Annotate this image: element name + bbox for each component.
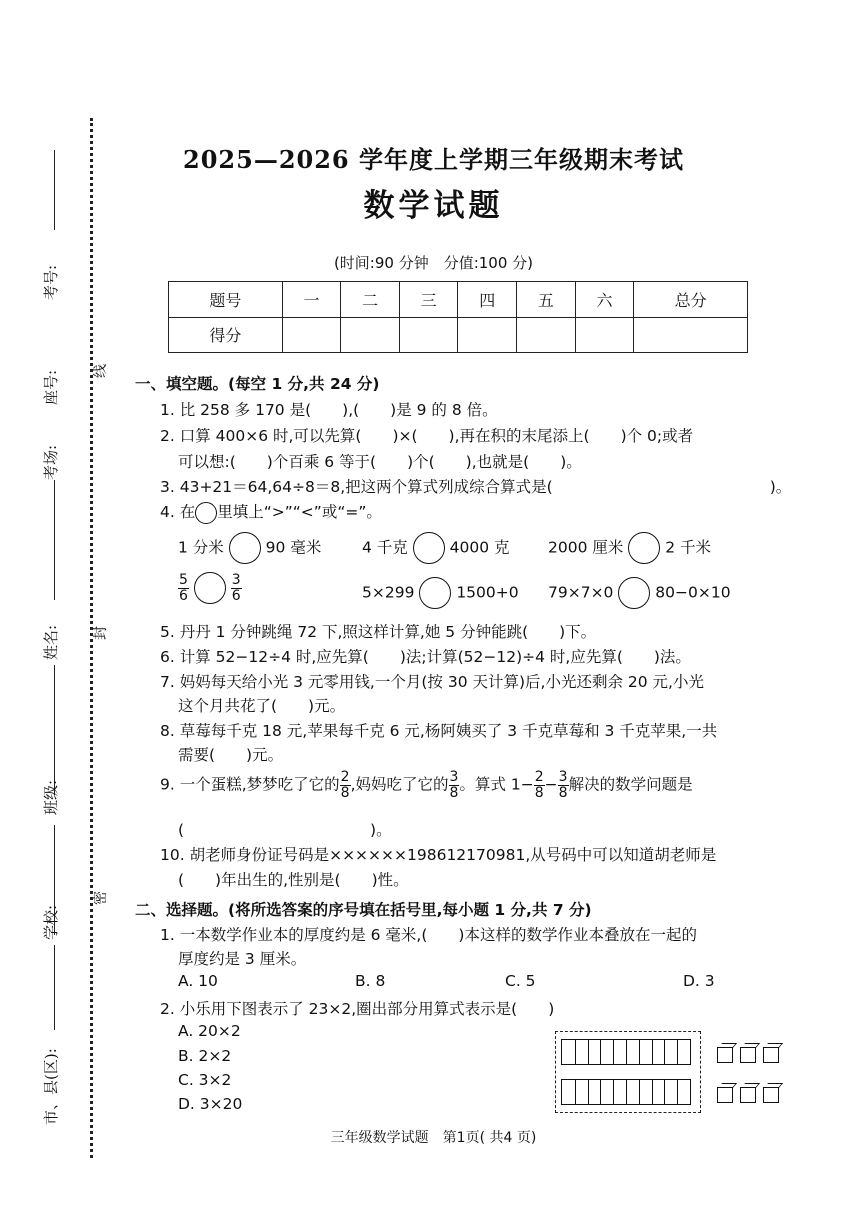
score-input-cell[interactable]	[634, 317, 748, 353]
fraction	[340, 770, 351, 800]
option-a: A. 20×2	[178, 1022, 241, 1040]
unit-cube-icon	[763, 1047, 779, 1063]
fraction-denominator: 8	[558, 784, 568, 801]
score-table	[168, 281, 748, 353]
fraction-numerator: 2	[534, 769, 544, 785]
question-1: 1. 比 258 多 170 是( ),( )是 9 的 8 倍。	[160, 401, 498, 419]
score-cell: 一	[282, 282, 341, 318]
compare-circle-icon[interactable]	[628, 532, 660, 564]
city-label: 市、县(区):	[42, 1048, 60, 1125]
compare-left: 1 分米	[178, 538, 224, 557]
room-underline	[54, 480, 55, 600]
question-7-line1: 7. 妈妈每天给小光 3 元零用钱,一个月(按 30 天计算)后,小光还剩余 20 元,小光	[160, 673, 704, 691]
question-6: 6. 计算 52−12÷4 时,应先算( )法;计算(52−12)÷4 时,应先算( )法。	[160, 648, 691, 666]
option-c: C. 5	[505, 972, 536, 990]
compare-item-2	[362, 532, 510, 564]
unit-cube-icon	[717, 1047, 733, 1063]
exam-no-label: 考号:	[42, 264, 60, 300]
compare-right: 80−0×10	[655, 583, 731, 602]
question-9-text: −	[544, 775, 558, 794]
exam-info: (时间:90 分钟 分值:100 分)	[333, 254, 534, 272]
question-8-line2: 需要( )元。	[178, 746, 284, 764]
room-label: 考场:	[42, 444, 60, 480]
fraction	[534, 770, 545, 800]
option-c: C. 3×2	[178, 1071, 232, 1089]
class-label: 班级:	[42, 779, 60, 815]
score-input-cell[interactable]	[282, 317, 341, 353]
section1-heading: 一、填空题。(每空 1 分,共 24 分)	[135, 375, 380, 393]
question-9-text: 解决的数学问题是	[568, 775, 693, 794]
question-4	[160, 500, 382, 524]
fraction	[231, 573, 242, 603]
score-cell: 六	[575, 282, 634, 318]
fraction	[449, 770, 460, 800]
unit-cube-icon	[740, 1087, 756, 1103]
score-cell: 三	[399, 282, 458, 318]
fraction-denominator: 8	[534, 784, 544, 801]
ten-rod	[561, 1039, 691, 1065]
option-a: A. 10	[178, 972, 218, 990]
question-2-line2: 可以想:( )个百乘 6 等于( )个( ),也就是( )。	[178, 453, 582, 471]
base-ten-blocks-figure	[555, 1031, 795, 1111]
compare-item-4	[178, 572, 242, 604]
question-3: 3. 43+21＝64,64÷8＝8,把这两个算式列成综合算式是( )。	[160, 478, 792, 496]
fraction	[178, 573, 189, 603]
score-cell: 四	[458, 282, 517, 318]
fraction-denominator: 8	[449, 784, 459, 801]
line-mark: 线	[93, 364, 109, 378]
seat-no-label: 座号:	[42, 369, 60, 405]
question-5: 5. 丹丹 1 分钟跳绳 72 下,照这样计算,她 5 分钟能跳( )下。	[160, 623, 597, 641]
compare-circle-icon[interactable]	[413, 532, 445, 564]
compare-left: 79×7×0	[548, 583, 614, 602]
question-10-line1: 10. 胡老师身份证号码是××××××198612170981,从号码中可以知道胡老师是	[160, 846, 717, 864]
fraction-denominator: 6	[179, 587, 188, 604]
fraction	[558, 770, 569, 800]
fraction-denominator: 6	[231, 587, 241, 604]
compare-circle-icon[interactable]	[194, 572, 226, 604]
question-4-suffix: 里填上“>”“<”或“=”。	[217, 503, 382, 521]
option-d: D. 3	[683, 972, 715, 990]
section2-heading: 二、选择题。(将所选答案的序号填在括号里,每小题 1 分,共 7 分)	[135, 901, 592, 919]
compare-circle-icon[interactable]	[618, 577, 650, 609]
school-underline	[54, 945, 55, 1030]
score-input-cell[interactable]	[399, 317, 458, 353]
question-4-prefix: 4. 在	[160, 503, 196, 521]
choice-question-1-line1: 1. 一本数学作业本的厚度约是 6 毫米,( )本这样的数学作业本叠放在一起的	[160, 926, 697, 944]
option-b: B. 8	[355, 972, 386, 990]
question-9-line2: ( )。	[178, 821, 392, 839]
compare-item-3	[548, 532, 711, 564]
choice-question-2: 2. 小乐用下图表示了 23×2,圈出部分用算式表示是( )	[160, 1000, 555, 1018]
unit-cube-icon	[717, 1087, 733, 1103]
name-label: 姓名:	[42, 624, 60, 660]
compare-left: 4 千克	[362, 538, 408, 557]
score-row-label: 得分	[169, 317, 283, 353]
fraction-numerator: 5	[179, 571, 188, 588]
seal-mark: 封	[93, 626, 109, 640]
ten-rod	[561, 1079, 691, 1105]
question-8-line1: 8. 草莓每千克 18 元,苹果每千克 6 元,杨阿姨买了 3 千克草莓和 3 千克苹果,一共	[160, 722, 718, 740]
score-cell: 题号	[169, 282, 283, 318]
page-footer: 三年级数学试题 第1页( 共4 页)	[330, 1130, 537, 1146]
compare-item-1	[178, 532, 321, 564]
question-7-line2: 这个月共花了( )元。	[178, 697, 346, 715]
fraction-numerator: 3	[231, 571, 241, 588]
score-cell: 二	[341, 282, 400, 318]
compare-right: 4000 克	[449, 538, 510, 557]
score-input-cell[interactable]	[458, 317, 517, 353]
question-9-line1	[160, 770, 693, 800]
choice-question-1-line2: 厚度约是 3 厘米。	[178, 950, 307, 968]
score-cell: 五	[517, 282, 576, 318]
score-input-cell[interactable]	[575, 317, 634, 353]
score-input-cell[interactable]	[341, 317, 400, 353]
question-10-line2: ( )年出生的,性别是( )性。	[178, 871, 409, 889]
question-9-text: ,妈妈吃了它的	[350, 775, 449, 794]
option-d: D. 3×20	[178, 1095, 243, 1113]
compare-left: 5×299	[362, 583, 415, 602]
name-underline	[54, 665, 55, 795]
exam-subtitle: 数学试题	[363, 188, 504, 224]
question-2-line1: 2. 口算 400×6 时,可以先算( )×( ),再在积的末尾添上( )个 0;或者	[160, 427, 694, 445]
question-9-text: 9. 一个蛋糕,梦梦吃了它的	[160, 775, 340, 794]
compare-right: 1500+0	[456, 583, 519, 602]
fraction-numerator: 3	[449, 769, 459, 785]
compare-right: 2 千米	[665, 538, 712, 557]
compare-circle-icon	[195, 502, 217, 524]
dotted-cut-line	[90, 118, 93, 1158]
school-label: 学校:	[42, 904, 60, 940]
compare-left: 2000 厘米	[548, 538, 624, 557]
question-9-text: 。算式 1−	[459, 775, 534, 794]
compare-right: 90 毫米	[265, 538, 322, 557]
fraction-denominator: 8	[340, 784, 350, 801]
score-table-score-row	[169, 317, 748, 353]
fraction-numerator: 2	[340, 769, 350, 785]
compare-item-6	[548, 577, 731, 609]
compare-circle-icon[interactable]	[419, 577, 451, 609]
compare-circle-icon[interactable]	[229, 532, 261, 564]
score-table-header-row	[169, 282, 748, 318]
unit-cube-icon	[740, 1047, 756, 1063]
option-b: B. 2×2	[178, 1047, 232, 1065]
fraction-numerator: 3	[558, 769, 568, 785]
compare-item-5	[362, 577, 519, 609]
seal2-mark: 密	[93, 891, 109, 905]
unit-cube-icon	[763, 1087, 779, 1103]
exam-title: 2025—2026 学年度上学期三年级期末考试	[183, 145, 684, 174]
score-cell: 总分	[634, 282, 748, 318]
score-input-cell[interactable]	[517, 317, 576, 353]
